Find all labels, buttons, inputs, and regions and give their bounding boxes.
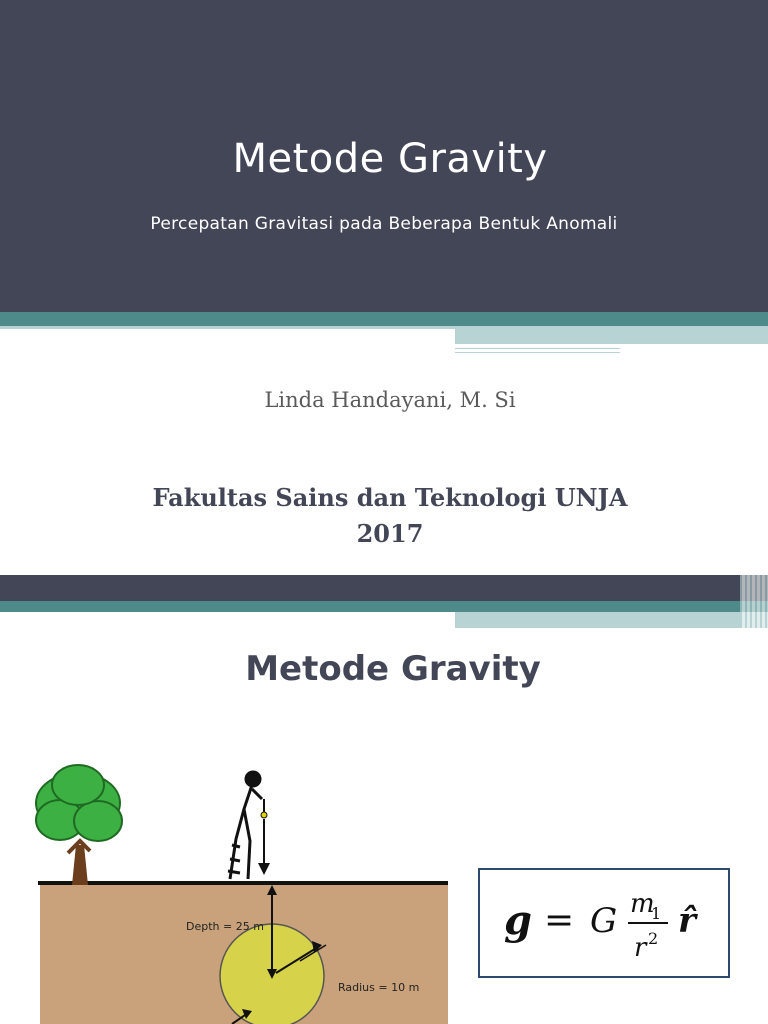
title-slide-header (0, 0, 768, 312)
presentation-title: Metode Gravity (232, 136, 548, 182)
gravity-formula-box (478, 868, 730, 978)
slide2-edge-lines (740, 575, 768, 628)
light-teal-band-right (455, 326, 768, 344)
formula-constant: G (590, 901, 618, 941)
teal-band (0, 312, 768, 326)
content-slide (0, 575, 768, 1024)
faculty-name: Fakultas Sains dan Teknologi UNJA (152, 483, 628, 512)
slide2-teal-band (0, 601, 768, 612)
depth-label: Depth = 25 m (186, 920, 264, 933)
year: 2017 (356, 519, 424, 548)
surveyor-icon (228, 772, 267, 879)
gravity-formula (480, 870, 728, 976)
formula-mass: m (630, 889, 655, 919)
formula-equals: = (544, 900, 575, 941)
formula-r-exponent: 2 (648, 929, 659, 948)
radius-label: Radius = 10 m (338, 981, 420, 994)
slide2-light-band (455, 612, 768, 628)
slide-title: Metode Gravity (245, 649, 541, 689)
tree-icon (36, 765, 122, 885)
formula-unit-vector: r̂ (678, 901, 696, 941)
formula-r: r (634, 933, 647, 963)
slide2-dark-band (0, 575, 768, 601)
thin-line-1 (455, 348, 620, 349)
presentation-subtitle: Percepatan Gravitasi pada Beberapa Bentuk Anomali (150, 214, 618, 234)
formula-g: g (504, 897, 532, 944)
light-teal-band-left (0, 326, 455, 329)
formula-mass-subscript: 1 (651, 904, 662, 923)
author-name: Linda Handayani, M. Si (264, 388, 516, 412)
thin-line-2 (455, 352, 620, 353)
gravity-survey-diagram (0, 755, 460, 1024)
faculty-block (0, 480, 768, 552)
